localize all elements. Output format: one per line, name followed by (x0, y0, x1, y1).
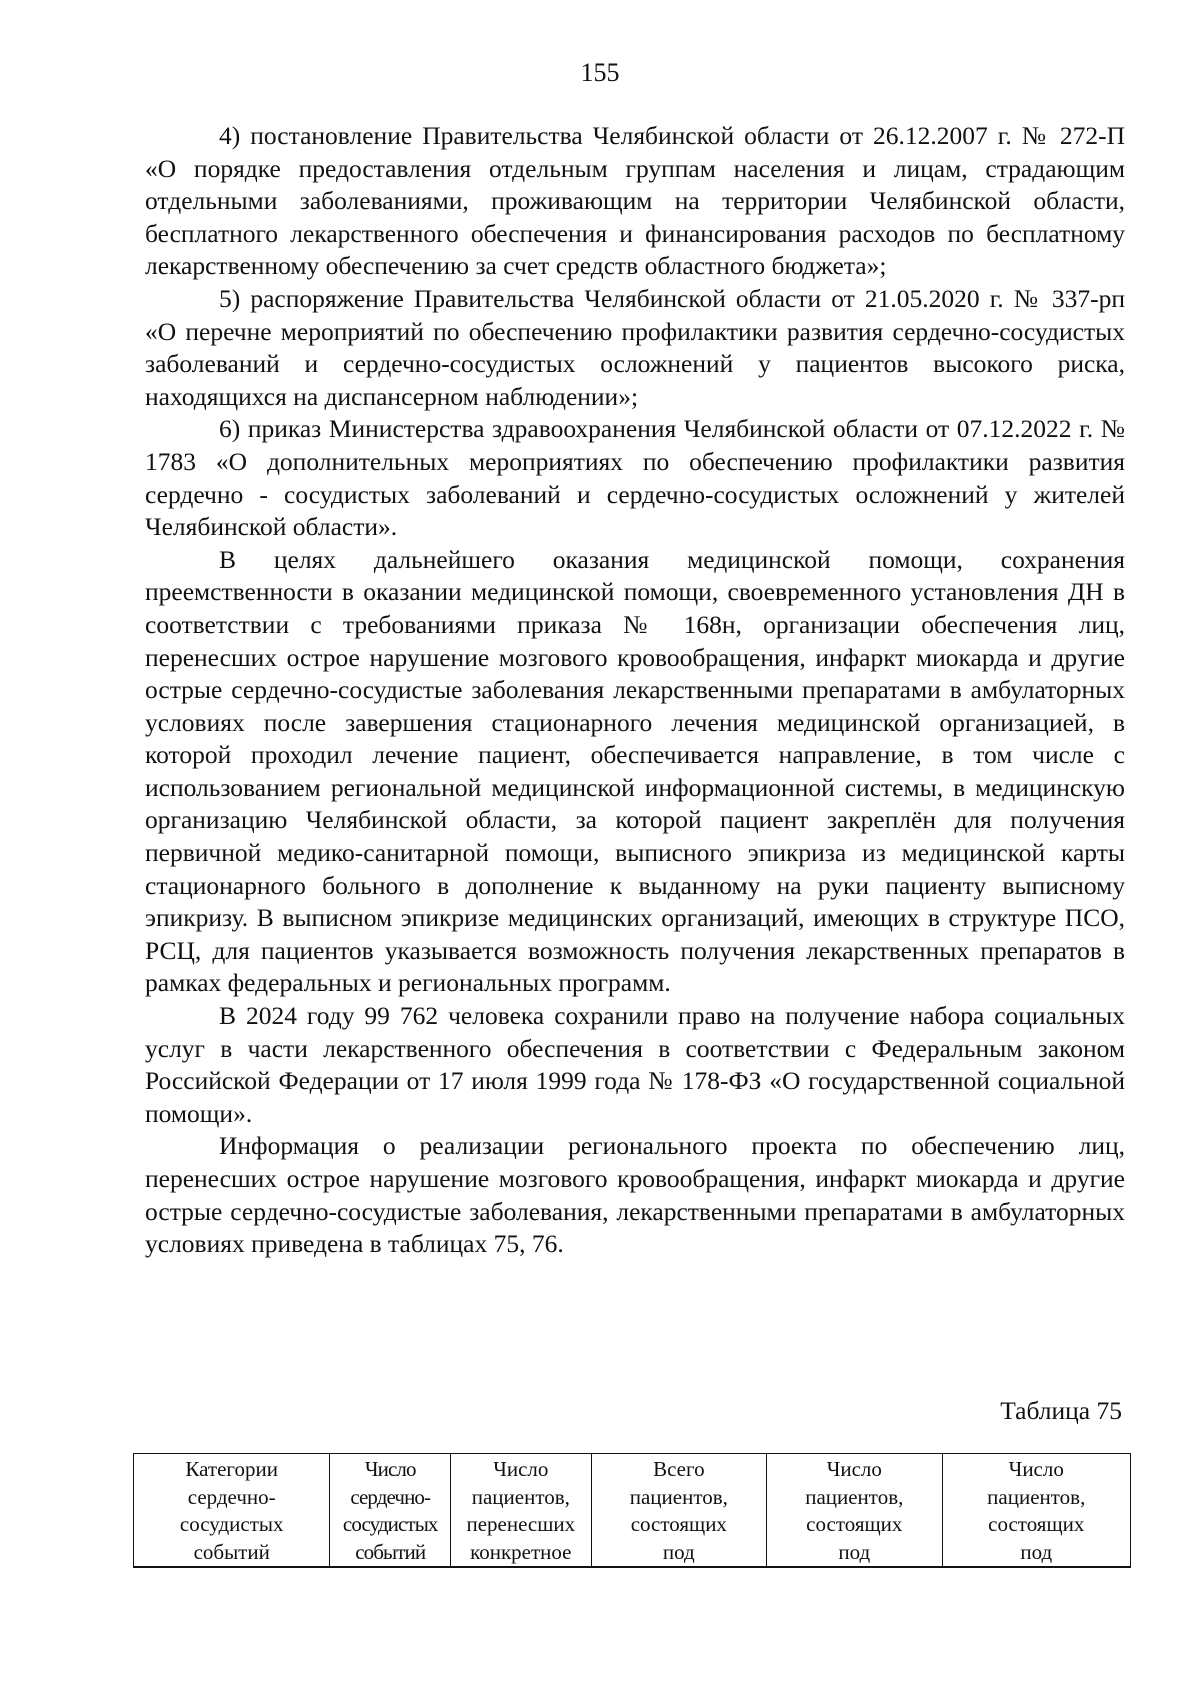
paragraph-item-5: 5) распоряжение Правительства Челябинской области от 21.05.2020 г. № 337-рп «О перечне мероприятий по обеспечению профилактики развития сердечно-сосудистых заболеваний и сердечно-сосудистых осложнений у пациентов высокого риска, находящихся на диспансерном наблюдении»; (145, 283, 1125, 411)
paragraph-social-services: В 2024 году 99 762 человека сохранили право на получение набора социальных услуг в части лекарственного обеспечения в соответствии с Федеральным законом Российской Федерации от 17 июля 1999 года № 178-ФЗ «О государственной социальной помощи». (145, 1001, 1125, 1128)
header-category: Категории сердечно- сосудистых событий (134, 1454, 330, 1568)
table-75 (133, 1453, 1131, 1568)
table-caption: Таблица 75 (1000, 1396, 1122, 1425)
paragraph-discharge-summary: В целях дальнейшего оказания медицинской помощи, сохранения преемственности в оказании медицинской помощи, своевременного установления ДН в соответствии с требованиями приказа № 168н, организации обеспечения лиц, перенесших острое нарушение мозгового кровообращения, инфаркт миокарда и другие острые сердечно-сосудистые заболевания лекарственными препаратами в амбулаторных условиях после завершения стационарного лечения медицинской организацией, в которой проходил лечение пациент, обеспечивается направление, в том числе с использованием региональной медицинской информационной системы, в медицинскую организацию Челябинской области, за которой пациент закреплён для получения первичной медико-санитарной помощи, выписного эпикриза из медицинской карты стационарного больного в дополнение к выданному на руки пациенту выписному эпикризу. В выписном эпикризе медицинских организаций, имеющих в структуре ПСО, РСЦ, для пациентов указывается возможность получения лекарственных препаратов в рамках федеральных и региональных программ. (145, 544, 1125, 998)
header-events-count: Число сердечно- сосудистых событий (330, 1454, 451, 1568)
table-header-row (134, 1454, 1131, 1568)
header-patients-under-2: Число пациентов, состоящих под (942, 1454, 1130, 1568)
header-patients-under-1: Число пациентов, состоящих под (767, 1454, 942, 1568)
paragraph-item-4: 4) постановление Правительства Челябинской области от 26.12.2007 г. № 272-П «О порядке предоставления отдельным группам населения и лицам, страдающим отдельными заболеваниями, проживающим на территории Челябинской области, бесплатного лекарственного обеспечения и финансирования расходов по бесплатному лекарственному обеспечению за счет средств областного бюджета»; (145, 121, 1125, 281)
body-text (145, 120, 1125, 1261)
page-number: 155 (580, 58, 620, 87)
paragraph-regional-project: Информация о реализации регионального проекта по обеспечению лиц, перенесших острое нарушение мозгового кровообращения, инфаркт миокарда и другие острые сердечно-сосудистые заболевания, лекарственными препаратами в амбулаторных условиях приведена в таблицах 75, 76. (145, 1131, 1125, 1259)
paragraph-item-6: 6) приказ Министерства здравоохранения Челябинской области от 07.12.2022 г. № 1783 «О дополнительных мероприятиях по обеспечению профилактики развития сердечно - сосудистых заболеваний и сердечно-сосудистых осложнений у жителей Челябинской области». (145, 414, 1125, 542)
header-patients-specific: Число пациентов, перенесших конкретное (451, 1454, 592, 1568)
header-patients-total: Всего пациентов, состоящих под (591, 1454, 766, 1568)
